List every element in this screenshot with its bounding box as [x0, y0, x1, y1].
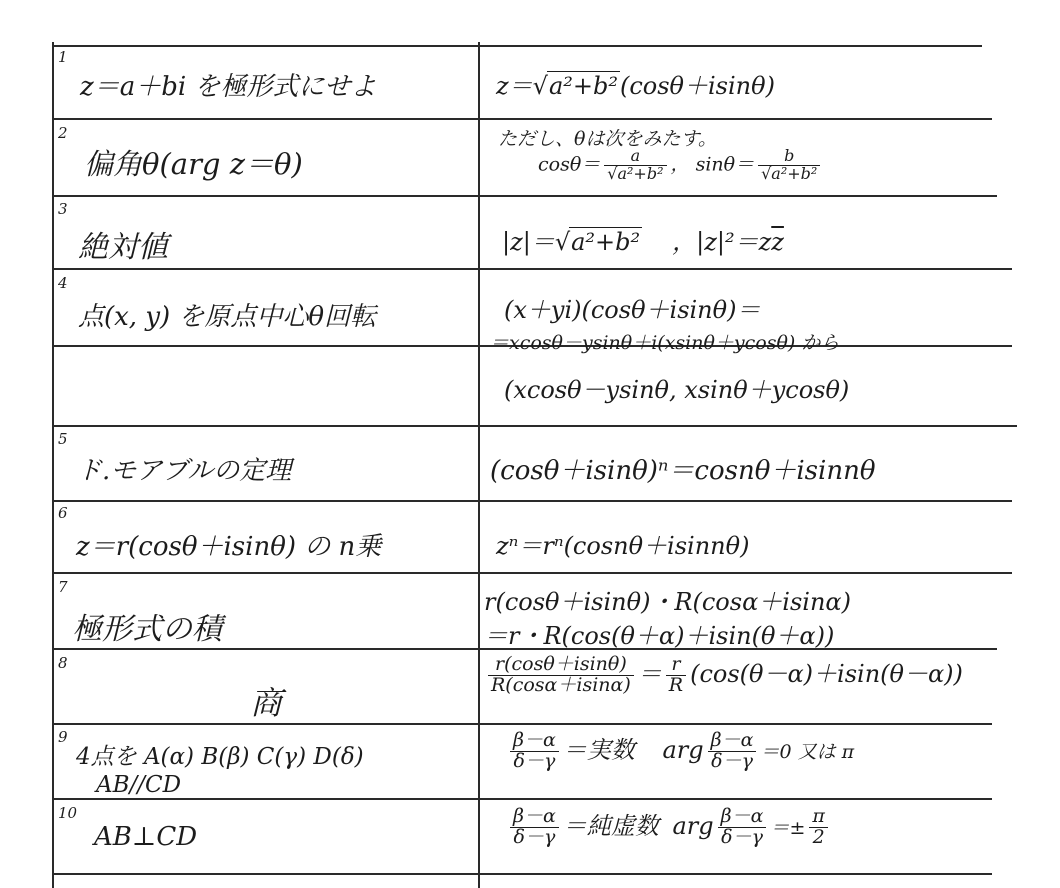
row-number: 8 [58, 654, 68, 672]
row-1-topic: z＝a＋bi を極形式にせよ [80, 72, 377, 102]
row-divider [52, 268, 1012, 270]
row-2-conditions: cosθ＝ $\frac{a}{\text{√a²+b²}}$ ， sinθ＝ $\frac{b}{\text{√a²+b²}}$ [538, 148, 824, 183]
row-10-topic: AB⊥CD [94, 822, 198, 852]
row-3-topic: 絶対値 [78, 230, 168, 265]
row-4-line-1: (x＋yi)(cosθ＋isinθ)＝ [504, 296, 761, 324]
row-number: 2 [58, 124, 68, 142]
row-3-formula: |z|＝√a²+b² ，$|z|^2=z\overline{z}$ [502, 228, 784, 256]
row-divider [52, 723, 992, 725]
row-number: 4 [58, 274, 68, 292]
row-5-formula: (cosθ＋isinθ)ⁿ＝cosnθ＋isinnθ [490, 456, 876, 486]
row-number: 5 [58, 430, 68, 448]
row-number: 3 [58, 200, 68, 218]
row-2-note: ただし、θは次をみたす。 [498, 128, 717, 150]
row-number: 10 [58, 804, 78, 822]
row-divider [52, 873, 992, 875]
row-4-topic: 点(x, y) を原点中心θ回転 [78, 302, 377, 332]
row-9-topic-line-2: AB//CD [96, 772, 182, 798]
row-7-line-1: r(cosθ＋isinθ)・R(cosα＋isinα) [484, 588, 851, 616]
row-9-formula: $\frac{\beta-\alpha}{\delta-\gamma}$ ＝実数 arg $\frac{\beta-\alpha}{\delta-\gamma}$ ＝0 又は π [506, 730, 854, 772]
row-10-formula: $\frac{\beta-\alpha}{\delta-\gamma}$ ＝純虚数 arg $\frac{\beta-\alpha}{\delta-\gamma}$ ＝± $\frac{\pi}{2}$ [506, 806, 832, 848]
row-4-line-3: (xcosθ－ysinθ, xsinθ＋ycosθ) [504, 376, 850, 404]
row-1-formula: z＝√a²+b²(cosθ＋isinθ) [496, 72, 775, 100]
row-2-topic: 偏角θ(arg z＝θ) [84, 147, 303, 181]
row-9-topic-line-1: 4点を A(α) B(β) C(γ) D(δ) [76, 744, 364, 770]
row-divider [52, 45, 982, 47]
row-divider [52, 425, 1017, 427]
row-4-line-2: ＝xcosθ－ysinθ＋i(xsinθ＋ycosθ) から [490, 332, 840, 354]
row-number: 7 [58, 578, 68, 596]
row-6-formula: zⁿ＝rⁿ(cosnθ＋isinnθ) [496, 532, 750, 560]
row-number: 9 [58, 728, 68, 746]
row-divider [52, 798, 992, 800]
center-divider [478, 42, 480, 888]
row-7-topic: 極形式の積 [72, 612, 222, 647]
row-number: 1 [58, 48, 68, 66]
row-6-topic: z＝r(cosθ＋isinθ) の n乗 [76, 532, 382, 562]
row-divider [52, 118, 992, 120]
row-7-line-2: ＝r・R(cos(θ＋α)＋isin(θ＋α)) [484, 622, 835, 650]
row-8-formula: $\frac{r(\cos\theta+isin\theta)}{R(\cos\alpha+isin\alpha)}$ ＝ $\frac{r}{R}$ (cos(θ－α)＋isin(θ－α)) [484, 654, 963, 696]
row-number: 6 [58, 504, 68, 522]
row-divider [52, 195, 997, 197]
row-8-topic: 商 [250, 684, 283, 722]
row-5-topic: ド.モアブルの定理 [76, 456, 292, 486]
row-divider [52, 500, 1012, 502]
row-divider [52, 572, 1012, 574]
left-border [52, 42, 54, 888]
